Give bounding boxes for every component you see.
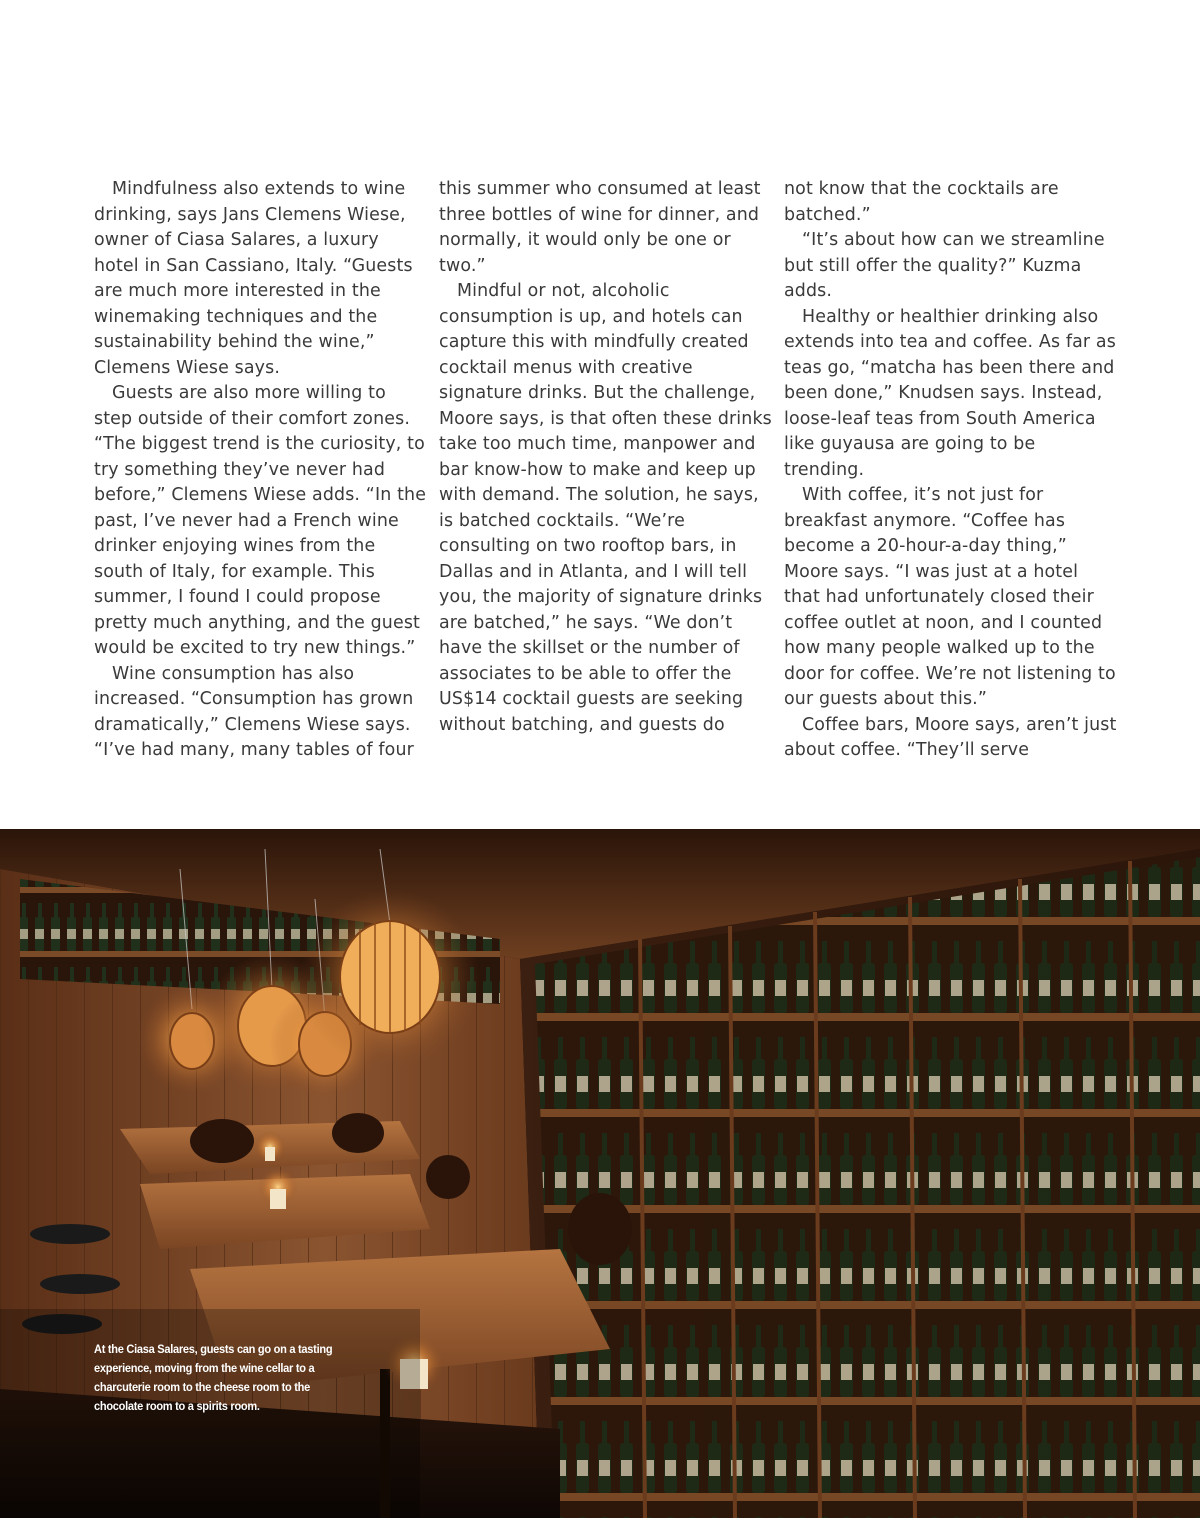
paragraph: this summer who consumed at least three bottles of wine for dinner, and normally, it would only be one or two.”	[439, 179, 761, 276]
paragraph: not know that the cocktails are batched.”	[784, 179, 1059, 225]
paragraph: Wine consumption has also increased. “Consumption has grown dramatically,” Clemens Wiese says. “I’ve had many, many tables of four	[94, 663, 414, 760]
paragraph: “It’s about how can we streamline but still offer the quality?” Kuzma adds.	[784, 230, 1105, 301]
paragraph: Mindful or not, alcoholic consumption is up, and hotels can capture this with mindfully created cocktail menus with creative signature drinks. But the challenge, Moore says, is that often these drinks take too much time, manpower and bar know-how to make and keep up with demand. The solution, he says, is batched cocktails. “We’re consulting on two rooftop bars, in Dallas and in Atlanta, and I will tell you, the majority of signature drinks are batched,” he says. “We don’t have the skillset or the number of associates to be able to offer the US$14 cocktail guests are seeking without batching, and guests do	[439, 281, 772, 735]
paragraph: Mindfulness also extends to wine drinking, says Jans Clemens Wiese, owner of Ciasa Salares, a luxury hotel in San Cassiano, Italy. “Guests are much more interested in the winemaking techniques and the sustainability behind the wine,” Clemens Wiese says.	[94, 179, 413, 378]
photo-caption: At the Ciasa Salares, guests can go on a tasting experience, moving from the wine cellar to a charcuterie room to the cheese room to the chocolate room to a spirits room.	[94, 1342, 333, 1413]
paragraph: Coffee bars, Moore says, aren’t just about coffee. “They’ll serve	[784, 714, 1117, 760]
article-column-1	[94, 177, 429, 764]
article-column-2	[439, 177, 774, 738]
article-column-3	[784, 177, 1119, 764]
paragraph: Healthy or healthier drinking also extends into tea and coffee. As far as teas go, “matcha has been there and been done,” Knudsen says. Instead, loose-leaf teas from South America like guyausa are going to be trending.	[784, 306, 1116, 480]
article-columns	[94, 177, 1117, 777]
paragraph: With coffee, it’s not just for breakfast anymore. “Coffee has become a 20-hour-a-day thing,” Moore says. “I was just at a hotel that had unfortunately closed their coffee outlet at noon, and I counted how many people walked up to the door for coffee. We’re not listening to our guests about this.”	[784, 485, 1116, 709]
paragraph: Guests are also more willing to step outside of their comfort zones. “The biggest trend is the curiosity, to try something they’ve never had before,” Clemens Wiese adds. “In the past, I’ve never had a French wine drinker enjoying wines from the south of Italy, for example. This summer, I found I could propose pretty much anything, and the guest would be excited to try new things.”	[94, 383, 427, 658]
